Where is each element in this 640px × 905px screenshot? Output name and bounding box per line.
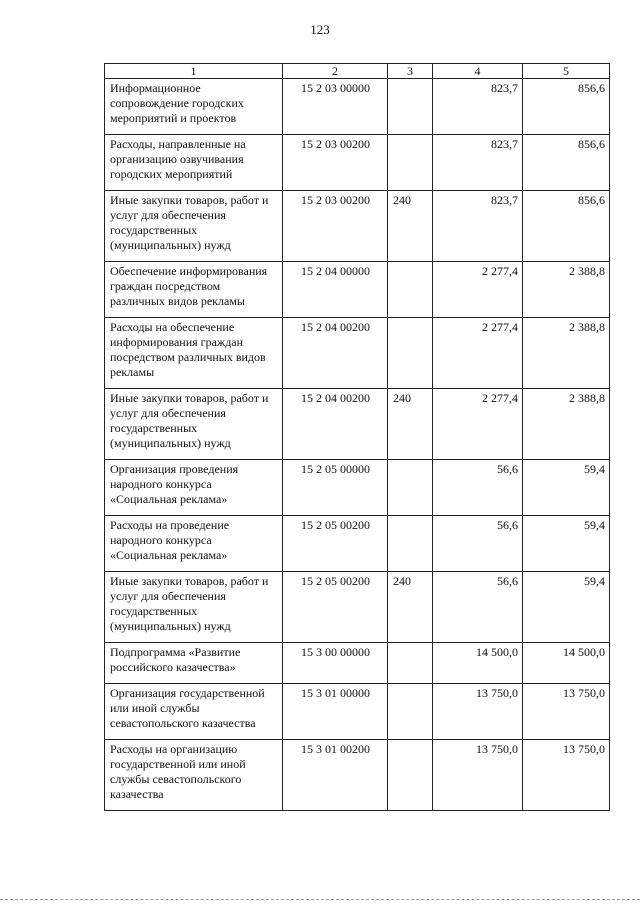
table-row bbox=[105, 262, 610, 318]
cell-amount-year2: 2 388,8 bbox=[523, 262, 610, 318]
cell-code: 15 2 05 00200 bbox=[283, 572, 388, 643]
cell-amount-year2: 856,6 bbox=[523, 135, 610, 191]
cell-amount-year2: 59,4 bbox=[523, 460, 610, 516]
table-row bbox=[105, 191, 610, 262]
table-body bbox=[105, 79, 610, 811]
cell-name: Организация проведения народного конкурса «Социальная реклама» bbox=[105, 460, 283, 516]
cell-code: 15 3 00 00000 bbox=[283, 643, 388, 684]
cell-amount-year1: 2 277,4 bbox=[433, 318, 523, 389]
table-row bbox=[105, 643, 610, 684]
table-row bbox=[105, 684, 610, 740]
cell-amount-year2: 856,6 bbox=[523, 191, 610, 262]
cell-expense-type bbox=[388, 79, 433, 135]
cell-expense-type bbox=[388, 740, 433, 811]
cell-amount-year1: 13 750,0 bbox=[433, 740, 523, 811]
table-row bbox=[105, 135, 610, 191]
cell-expense-type bbox=[388, 135, 433, 191]
col-header-4: 4 bbox=[433, 64, 523, 79]
cell-amount-year2: 13 750,0 bbox=[523, 684, 610, 740]
table-row bbox=[105, 516, 610, 572]
cell-amount-year1: 56,6 bbox=[433, 516, 523, 572]
table-row bbox=[105, 460, 610, 516]
cell-amount-year1: 56,6 bbox=[433, 460, 523, 516]
cell-name: Информационное сопровождение городских мероприятий и проектов bbox=[105, 79, 283, 135]
cell-expense-type bbox=[388, 684, 433, 740]
cell-amount-year2: 2 388,8 bbox=[523, 318, 610, 389]
cell-amount-year2: 59,4 bbox=[523, 516, 610, 572]
cell-expense-type bbox=[388, 318, 433, 389]
cell-amount-year1: 823,7 bbox=[433, 79, 523, 135]
page-number: 123 bbox=[310, 22, 330, 37]
cell-code: 15 2 05 00200 bbox=[283, 516, 388, 572]
cell-code: 15 2 03 00000 bbox=[283, 79, 388, 135]
cell-expense-type: 240 bbox=[388, 572, 433, 643]
cell-code: 15 2 04 00200 bbox=[283, 389, 388, 460]
cell-name: Организация государственной или иной службы севастопольского казачества bbox=[105, 684, 283, 740]
cell-amount-year2: 856,6 bbox=[523, 79, 610, 135]
cell-name: Расходы на проведение народного конкурса «Социальная реклама» bbox=[105, 516, 283, 572]
cell-expense-type bbox=[388, 460, 433, 516]
cell-code: 15 2 03 00200 bbox=[283, 191, 388, 262]
table-row bbox=[105, 572, 610, 643]
col-header-5: 5 bbox=[523, 64, 610, 79]
table-row bbox=[105, 79, 610, 135]
budget-table bbox=[104, 63, 610, 811]
cell-code: 15 2 04 00200 bbox=[283, 318, 388, 389]
table-row bbox=[105, 389, 610, 460]
scan-edge-line bbox=[0, 899, 640, 901]
cell-name: Расходы на организацию государственной или иной службы севастопольского казачества bbox=[105, 740, 283, 811]
cell-expense-type: 240 bbox=[388, 191, 433, 262]
cell-expense-type: 240 bbox=[388, 389, 433, 460]
cell-code: 15 3 01 00200 bbox=[283, 740, 388, 811]
cell-code: 15 3 01 00000 bbox=[283, 684, 388, 740]
cell-amount-year1: 823,7 bbox=[433, 135, 523, 191]
cell-name: Иные закупки товаров, работ и услуг для обеспечения государственных (муниципальных) нужд bbox=[105, 389, 283, 460]
header-row bbox=[105, 64, 610, 79]
cell-amount-year2: 59,4 bbox=[523, 572, 610, 643]
table-row bbox=[105, 318, 610, 389]
col-header-3: 3 bbox=[388, 64, 433, 79]
cell-amount-year1: 2 277,4 bbox=[433, 262, 523, 318]
cell-amount-year1: 13 750,0 bbox=[433, 684, 523, 740]
cell-expense-type bbox=[388, 262, 433, 318]
table-row bbox=[105, 740, 610, 811]
cell-amount-year1: 14 500,0 bbox=[433, 643, 523, 684]
cell-amount-year2: 2 388,8 bbox=[523, 389, 610, 460]
cell-amount-year1: 2 277,4 bbox=[433, 389, 523, 460]
cell-amount-year1: 56,6 bbox=[433, 572, 523, 643]
cell-code: 15 2 04 00000 bbox=[283, 262, 388, 318]
cell-name: Расходы на обеспечение информирования граждан посредством различных видов рекламы bbox=[105, 318, 283, 389]
cell-name: Подпрограмма «Развитие российского казачества» bbox=[105, 643, 283, 684]
cell-name: Иные закупки товаров, работ и услуг для обеспечения государственных (муниципальных) нужд bbox=[105, 572, 283, 643]
cell-name: Иные закупки товаров, работ и услуг для обеспечения государственных (муниципальных) нужд bbox=[105, 191, 283, 262]
col-header-2: 2 bbox=[283, 64, 388, 79]
cell-code: 15 2 03 00200 bbox=[283, 135, 388, 191]
col-header-1: 1 bbox=[105, 64, 283, 79]
cell-expense-type bbox=[388, 643, 433, 684]
cell-amount-year1: 823,7 bbox=[433, 191, 523, 262]
cell-code: 15 2 05 00000 bbox=[283, 460, 388, 516]
cell-amount-year2: 13 750,0 bbox=[523, 740, 610, 811]
cell-name: Обеспечение информирования граждан посредством различных видов рекламы bbox=[105, 262, 283, 318]
cell-name: Расходы, направленные на организацию озвучивания городских мероприятий bbox=[105, 135, 283, 191]
cell-expense-type bbox=[388, 516, 433, 572]
cell-amount-year2: 14 500,0 bbox=[523, 643, 610, 684]
